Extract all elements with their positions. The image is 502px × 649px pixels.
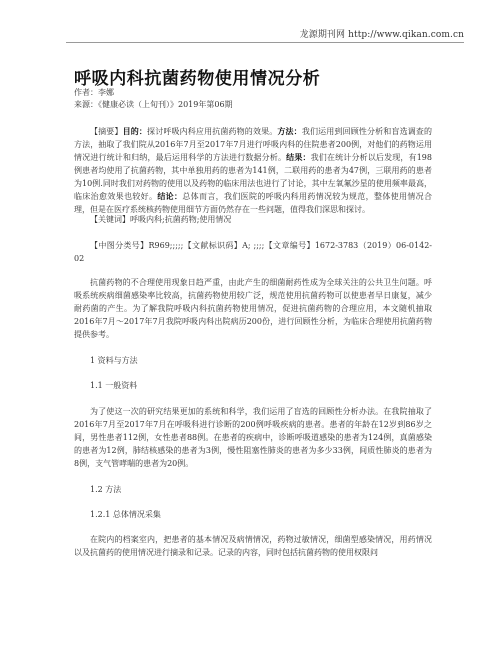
abstract-purpose: 探讨呼吸内科应用抗菌药物的效果。: [147, 127, 278, 136]
section-1-1-paragraph: 为了使这一次的研究结果更加的系统和科学，我们运用了盲选的回顾性分析办法。在我院抽取了2016年7月至2017年7月在呼吸科进行诊断的200例呼吸疾病的患者。患者的年龄在12岁到86岁之间，男性患者112例，女性患者88例。在患者的疾病中，诊断呼吸道感染的患者为124例，真菌感染的患者为12例，肺结核感染的患者为3例，慢性阻塞性肺炎的患者为多少33例，间质性肺炎的患者为8例，支气管哮喘的患者为20例。: [74, 407, 432, 468]
abstract-method: 我们运用到回顾性分析和盲选调查的方法，抽取了我们院从2016年7月至2017年7月进行呼吸内科的住院患者200例，对他们的药物运用情况进行统计和归纳，最后运用科学的方法进行数据分析。: [74, 127, 433, 162]
abstract-result-label: 结果：: [286, 152, 311, 162]
section-heading-1: 1 资料与方法: [90, 356, 138, 365]
article-source: 来源：《健康必读（上旬刊）》2019年第06期: [74, 100, 233, 109]
abstract-paragraph: [74, 125, 432, 216]
abstract-conclusion: 总体而言，我们医院的呼吸内科用药情况较为规范，整体使用情况合理，但是在医疗系统核药物使用细节方面仍然存在一些问题，值得我们深思和探讨。: [74, 192, 433, 214]
classification-line: 【中图分类号】R969;;;;;【文献标识码】A; ;;;;【文章编号】1672-3783（2019）06-0142-02: [74, 241, 432, 263]
intro-paragraph: 抗菌药物的不合理使用现象日趋严重，由此产生的细菌耐药性成为全球关注的公共卫生问题。呼吸系统疾病细菌感染率比较高，抗菌药物使用较广泛，规范使用抗菌药物可以使患者早日康复，减少耐药菌的产生。为了解我院呼吸内科抗菌药物使用情况，促进抗菌药物的合理应用，本文随机抽取2016年7月～2017年7月我院呼吸内科出院病历200份，进行回顾性分析，为临床合理使用抗菌药物提供参考。: [74, 278, 432, 339]
abstract-conclusion-label: 结论：: [157, 191, 183, 201]
section-heading-1-1: 1.1 一般资料: [90, 381, 138, 390]
section-1-2-1-paragraph: 在院内的档案室内，把患者的基本情况及病情情况，药物过敏情况，细菌型感染情况，用药情况以及抗菌药的使用情况进行摘录和记录。记录的内容，同时包括抗菌药物的使用权限问: [74, 535, 432, 557]
abstract-prefix: 【摘要】: [90, 127, 123, 136]
section-heading-1-2-1: 1.2.1 总体情况采集: [90, 510, 161, 519]
header-divider: [66, 42, 464, 43]
section-heading-1-2: 1.2 方法: [90, 485, 122, 494]
abstract-method-label: 方法：: [277, 126, 302, 136]
abstract-purpose-label: 目的：: [122, 126, 148, 136]
site-header[interactable]: 龙源期刊网 http://www.qikan.com.cn: [299, 30, 464, 40]
keywords-line: 【关键词】呼吸内科;抗菌药物;使用情况: [90, 215, 232, 224]
article-title: 呼吸内科抗菌药物使用情况分析: [74, 69, 321, 89]
abstract-result: 我们在统计分析以后发现，有198例患者均使用了抗菌药物，其中单独用药的患者为141例，二联用药的患者为47例，三联用药的患者为10例.同时我们对药物的使用以及药物的临床用法也进行了讨论，其中左氧氟沙星的使用频率最高，临床治愈效果也较好。: [74, 153, 432, 201]
article-author: 作者：李娜: [74, 88, 114, 97]
